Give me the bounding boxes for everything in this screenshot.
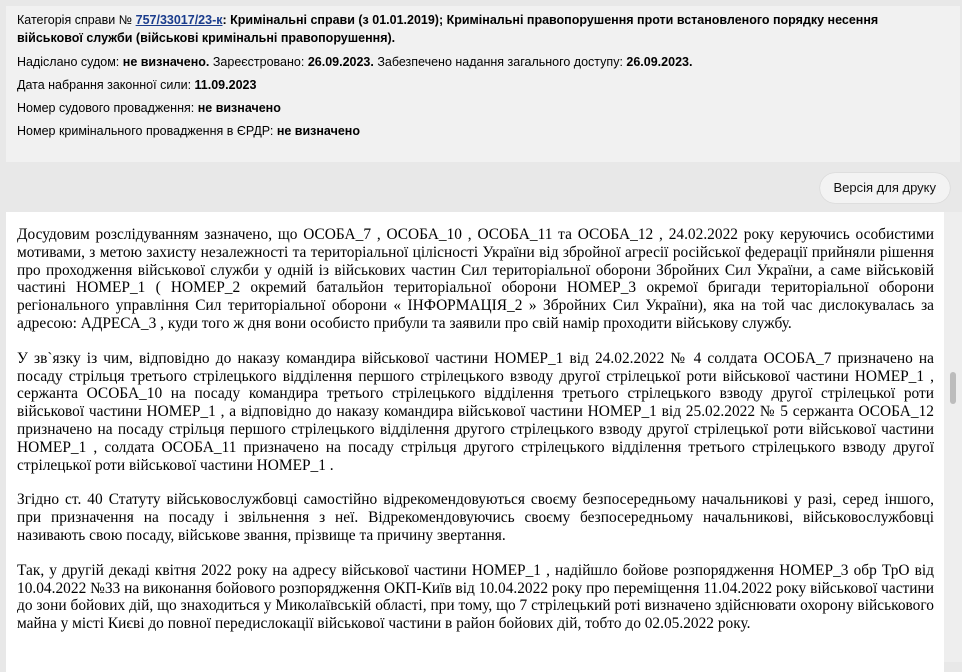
- category-colon: :: [222, 13, 227, 27]
- registered-label: Зареєстровано:: [212, 55, 305, 69]
- registered-value: 26.09.2023.: [307, 55, 374, 69]
- case-category-line: [17, 11, 960, 29]
- erdr-value: не визначено: [276, 124, 360, 138]
- document-paragraph: Досудовим розслідуванням зазначено, що ОСОБА_7 , ОСОБА_10 , ОСОБА_11 та ОСОБА_12 , 24.02.2022 року керуючись особистими мотивами, з метою захисту незалежності та територіальної цілісності України від збройної агресії російської федерації прийняли рішення про проходження військової служби у одній із військових частин Сил територіальної оборони Збройних Сил України, а саме військовій частині НОМЕР_1 ( НОМЕР_2 окремий батальйон територіальної оборони НОМЕР_3 окремої бригади територіальної оборони регіонального управління Сил територіальної оборони « ІНФОРМАЦІЯ_2 » Збройних Сил України), яка на той час дислокувалась за адресою: АДРЕСА_3 , куди того ж дня вони особисто прибули та заявили про свій намір проходити військову службу.: [17, 226, 934, 332]
- sent-label: Надіслано судом:: [17, 55, 120, 69]
- case-number-link[interactable]: 757/33017/23-к: [135, 13, 223, 27]
- case-category-line-2: [17, 29, 960, 51]
- document-paragraph: Так, у другій декаді квітня 2022 року на адресу військової частини НОМЕР_1 , надійшло бойове розпорядження НОМЕР_3 обр ТрО від 10.04.2022 №33 на виконання бойового розпорядження ОКП-Київ від 10.04.2022 року про переміщення 11.04.2022 року військової частини до зони бойових дій, що знаходиться у Миколаївській області, при тому, що 7 стрілецький роті визначено здійснювати охорону військового майна у місті Києві до повної передислокації військової частини в район бойових дій, тобто до 02.05.2022 року.: [17, 561, 934, 633]
- sent-registered-line: [17, 51, 960, 74]
- access-value: 26.09.2023.: [626, 55, 693, 69]
- document-paragraph: У зв`язку із чим, відповідно до наказу командира військової частини НОМЕР_1 від 24.02.2022 № 4 солдата ОСОБА_7 призначено на посаду стрільця третього стрілецького відділення першого стрілецького взводу другої стрілецької роти військової частини НОМЕР_1 , сержанта ОСОБА_10 на посаду командира третього стрілецького відділення третього стрілецького взводу другої стрілецької роти військової частини НОМЕР_1 , а відповідно до наказу командира військової частини НОМЕР_1 від 25.02.2022 № 5 сержанта ОСОБА_12 призначено на посаду стрільця першого стрілецького відділення другого стрілецького взводу другої стрілецької роти військової частини НОМЕР_1 , солдата ОСОБА_11 призначено на посаду стрільця другого стрілецького відділення третього стрілецького взводу другої стрілецької роти військової частини НОМЕР_1 .: [17, 349, 934, 474]
- category-label: Категорія справи №: [17, 13, 133, 27]
- court-proc-value: не визначено: [197, 101, 281, 115]
- category-text-cont: військової служби (військові кримінальні правопорушення).: [17, 31, 396, 45]
- document-paragraph: Згідно ст. 40 Статуту військовослужбовці самостійно відрекомендовуються своєму безпосередньому начальникові у разі, серед іншого, при призначення на посаду і звільнення з неї. Відрекомендовуючись своєму безпосередньому начальникові, військовослужбовці називають свою посаду, військове звання, прізвище та причину звертання.: [17, 491, 934, 544]
- case-info-panel: [6, 6, 960, 162]
- category-text: Кримінальні справи (з 01.01.2019); Кримінальні правопорушення проти встановленого порядку несення: [230, 13, 879, 27]
- document-text: [6, 212, 944, 672]
- access-label: Забезпечено надання загального доступу:: [377, 55, 623, 69]
- effective-label: Дата набрання законної сили:: [17, 78, 192, 92]
- effective-date-line: [17, 74, 960, 97]
- court-proc-label: Номер судового провадження:: [17, 101, 195, 115]
- scrollbar-thumb[interactable]: [950, 372, 956, 404]
- court-proceeding-line: [17, 97, 960, 120]
- erdr-label: Номер кримінального провадження в ЄРДР:: [17, 124, 274, 138]
- erdr-line: [17, 120, 960, 143]
- effective-value: 11.09.2023: [194, 78, 257, 92]
- document-scrollbar[interactable]: [944, 212, 962, 662]
- print-version-button[interactable]: Версія для друку: [820, 173, 951, 203]
- sent-value: не визначено.: [122, 55, 210, 69]
